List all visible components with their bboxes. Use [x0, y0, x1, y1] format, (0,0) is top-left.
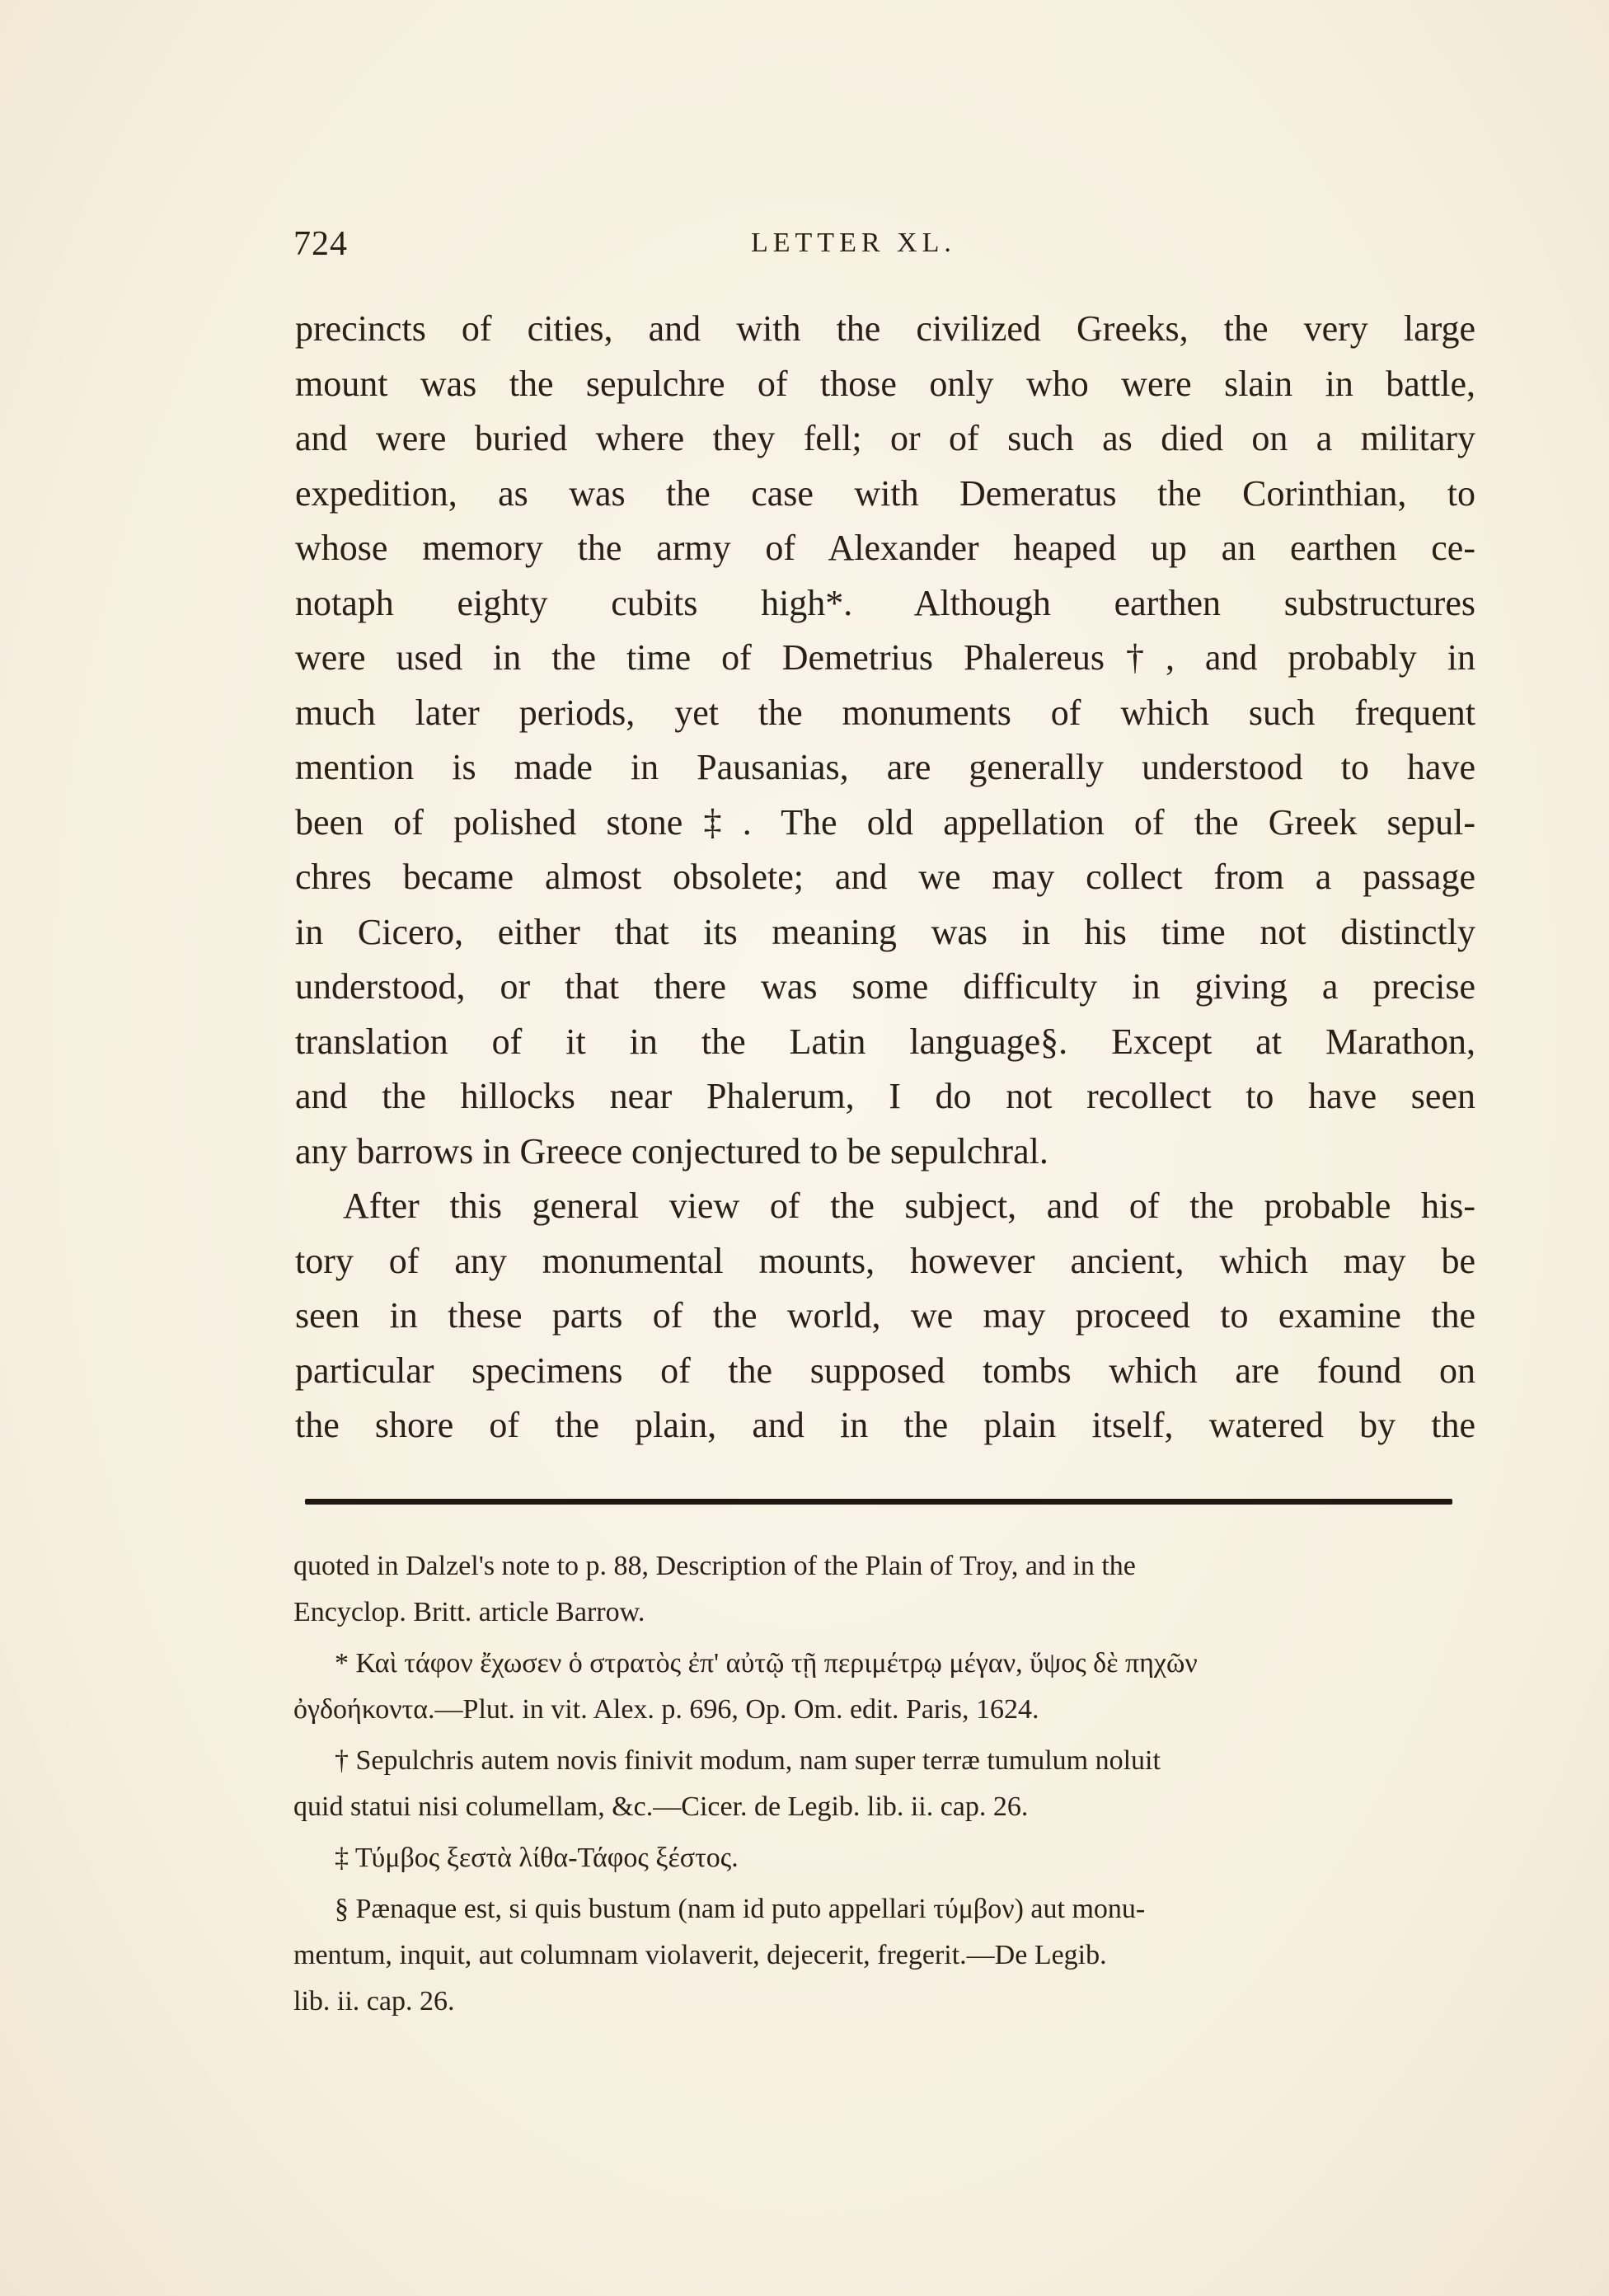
text-line: much later periods, yet the monuments of which such frequent	[295, 692, 1475, 733]
footnote-line: § Pænaque est, si quis bustum (nam id puto appellari τύμβον) aut monu-	[335, 1894, 1146, 1924]
text-line: seen in these parts of the world, we may proceed to examine the	[295, 1295, 1475, 1336]
text-line: and were buried where they fell; or of such as died on a military	[295, 418, 1475, 458]
footnote-line: quoted in Dalzel's note to p. 88, Description of the Plain of Troy, and in the	[293, 1551, 1136, 1581]
text-line: mount was the sepulchre of those only who were slain in battle,	[295, 363, 1475, 404]
text-line: been of polished stone‡. The old appellation of the Greek sepul-	[295, 801, 1475, 843]
text-line: understood, or that there was some difficulty in giving a precise	[295, 966, 1475, 1007]
text-line: notaph eighty cubits high*. Although earthen substructures	[295, 582, 1475, 623]
text-line: and the hillocks near Phalerum, I do not recollect to have seen	[295, 1076, 1475, 1116]
text-line: precincts of cities, and with the civilized Greeks, the very large	[295, 308, 1475, 349]
footnote-line: ὀγδοήκοντα.—Plut. in vit. Alex. p. 696, Op. Om. edit. Paris, 1624.	[293, 1694, 1039, 1725]
text-line: translation of it in the Latin language§. Except at Marathon,	[295, 1021, 1475, 1062]
footnote-line: * Καὶ τάφον ἔχωσεν ὁ στρατὸς ἐπ' αὐτῷ τῇ περιμέτρῳ μέγαν, ὕψος δὲ πηχῶν	[335, 1648, 1198, 1679]
text-line: were used in the time of Demetrius Phalereus†, and probably in	[295, 637, 1475, 678]
text-line: mention is made in Pausanias, are generally understood to have	[295, 747, 1475, 787]
footnote-line: quid statui nisi columellam, &c.—Cicer. de Legib. lib. ii. cap. 26.	[293, 1791, 1029, 1822]
text-line: particular specimens of the supposed tombs which are found on	[295, 1350, 1475, 1391]
text-line: whose memory the army of Alexander heaped up an earthen ce-	[295, 528, 1475, 568]
text-line: tory of any monumental mounts, however ancient, which may be	[295, 1240, 1475, 1281]
main-text	[295, 302, 1475, 1453]
footnotes	[293, 1543, 1471, 2025]
text-line: the shore of the plain, and in the plain itself, watered by the	[295, 1405, 1475, 1445]
footnote-line: † Sepulchris autem novis finivit modum, nam super terræ tumulum noluit	[335, 1745, 1161, 1776]
running-head: LETTER XL.	[751, 228, 956, 258]
text-line: in Cicero, either that its meaning was in his time not distinctly	[295, 911, 1475, 952]
page-number: 724	[293, 225, 348, 263]
footnote-line: lib. ii. cap. 26.	[293, 1986, 455, 2017]
footnote-divider	[305, 1499, 1452, 1505]
text-line: expedition, as was the case with Demeratus the Corinthian, to	[295, 472, 1475, 514]
text-line: chres became almost obsolete; and we may collect from a passage	[295, 857, 1475, 897]
footnote-line: Encyclop. Britt. article Barrow.	[293, 1597, 645, 1627]
page-header	[293, 224, 1464, 274]
text-line: After this general view of the subject, and of the probable his-	[343, 1186, 1475, 1226]
text-line: any barrows in Greece conjectured to be sepulchral.	[295, 1130, 1048, 1171]
footnote-line: ‡ Τύμβος ξεστὰ λίθα-Τάφος ξέστος.	[335, 1843, 739, 1873]
footnote-line: mentum, inquit, aut columnam violaverit, dejecerit, fregerit.—De Legib.	[293, 1940, 1107, 1970]
